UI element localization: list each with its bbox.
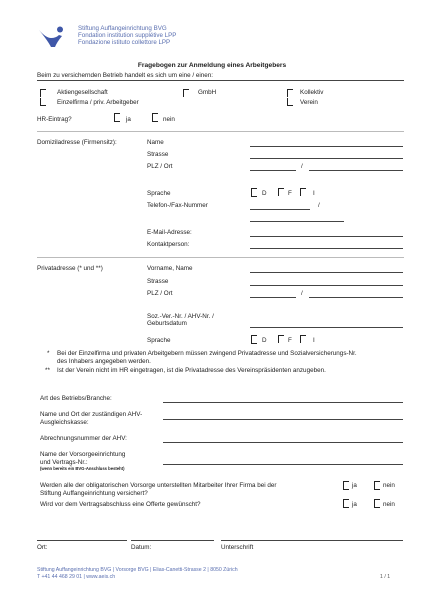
domizil-telefon-label: Telefon-/Fax-Nummer — [147, 202, 208, 209]
gmbh-checkbox[interactable] — [183, 89, 189, 97]
ort-label: Ort: — [37, 544, 48, 551]
privat-ort-field[interactable] — [309, 297, 403, 298]
page-number: 1 / 1 — [380, 574, 391, 580]
ahv-label-1: Name und Ort der zuständigen AHV- — [40, 411, 143, 418]
ag-checkbox[interactable] — [40, 89, 46, 97]
question-1-nein-label: nein — [383, 482, 395, 489]
note-2-line-1: Ist der Verein nicht im HR eingetragen, ist die Privatadresse des Vereinspräsidenten anzugeben. — [57, 367, 326, 374]
domizil-strasse-label: Strasse — [147, 151, 169, 158]
privat-sprache-i-checkbox[interactable] — [300, 335, 306, 343]
footer-line-1: Stiftung Auffangeinrichtung BVG | Vorsorge BVG | Elias-Canetti-Strasse 2 | 8050 Zürich — [37, 567, 238, 573]
domizil-kontakt-label: Kontaktperson: — [147, 241, 190, 248]
ahv-label-2: Ausgleichskasse: — [40, 419, 89, 426]
domizil-email-label: E-Mail-Adresse: — [147, 229, 192, 236]
unterschrift-field[interactable] — [221, 540, 403, 541]
datum-label: Datum: — [131, 544, 152, 551]
domizil-sprache-i-checkbox[interactable] — [300, 188, 306, 196]
type-kollektiv-label: Kollektiv — [300, 89, 324, 96]
abrechnung-field[interactable] — [163, 442, 403, 443]
privat-sprache-f-checkbox[interactable] — [278, 335, 284, 343]
question-1-nein-checkbox[interactable] — [374, 481, 380, 490]
type-gmbh-label: GmbH — [198, 89, 217, 96]
abrechnung-label: Abrechnungsnummer der AHV: — [40, 435, 127, 442]
privat-name-field[interactable] — [250, 272, 403, 273]
form-intro: Beim zu versichernden Betrieb handelt es sich um eine / einen: — [37, 72, 214, 79]
note-1-mark: * — [47, 350, 50, 357]
privat-soz-field[interactable] — [250, 327, 403, 328]
question-2-nein-label: nein — [383, 501, 395, 508]
verein-checkbox[interactable] — [287, 98, 293, 106]
type-einzelfirma-label: Einzelfirma / priv. Arbeitgeber — [57, 99, 139, 106]
note-1-line-2: des Inhabers angegeben werden. — [57, 358, 151, 365]
privat-section-title: Privatadresse (* und **) — [37, 265, 103, 272]
privat-sprache-i-label: I — [313, 337, 315, 344]
domizil-plz-field[interactable] — [250, 170, 296, 171]
unterschrift-label: Unterschrift — [221, 544, 254, 551]
domizil-telefon-slash: / — [318, 202, 320, 209]
question-1-line-1: Werden alle der obligatorischen Vorsorge unterstellten Mitarbeiter Ihrer Firma bei der — [40, 482, 277, 489]
domizil-telefon-field[interactable] — [250, 209, 310, 210]
question-2-ja-checkbox[interactable] — [343, 499, 349, 508]
domizil-email-field[interactable] — [250, 236, 403, 237]
note-1-line-1: Bei der Einzelfirma und privaten Arbeitgebern müssen zwingend Privatadresse und Sozialversicherungs-Nr. — [57, 350, 357, 357]
question-2-ja-label: ja — [352, 501, 357, 508]
logo-line-2: Fondation institution supplétive LPP — [78, 32, 177, 39]
logo-line-1: Stiftung Auffangeinrichtung BVG — [78, 25, 167, 32]
vorsorge-field[interactable] — [163, 464, 403, 465]
ort-field[interactable] — [37, 540, 127, 541]
type-verein-label: Verein — [300, 99, 318, 106]
vorsorge-label-1: Name der Vorsorgeeinrichtung — [40, 451, 126, 458]
privat-sprache-d-checkbox[interactable] — [251, 335, 257, 344]
art-betrieb-field[interactable] — [163, 402, 403, 403]
note-2-mark: ** — [45, 367, 50, 374]
question-1-line-2: Stiftung Auffangeinrichtung versichert? — [40, 490, 148, 497]
ahv-field[interactable] — [163, 419, 403, 420]
domizil-plz-slash: / — [301, 163, 303, 170]
question-2-nein-checkbox[interactable] — [374, 499, 380, 508]
question-2: Wird vor dem Vertragsabschluss eine Offerte gewünscht? — [40, 501, 201, 508]
vorsorge-label-3: (wenn bereits ein BVG-Anschluss besteht) — [40, 466, 125, 471]
domizil-sprache-d-checkbox[interactable] — [251, 188, 257, 197]
kollektiv-checkbox[interactable] — [287, 89, 293, 97]
form-title: Fragebogen zur Anmeldung eines Arbeitgebers — [137, 62, 287, 69]
question-1-ja-checkbox[interactable] — [343, 481, 349, 490]
privat-plz-label: PLZ / Ort — [147, 290, 173, 297]
domizil-sprache-f-label: F — [288, 190, 292, 197]
privat-strasse-field[interactable] — [250, 285, 403, 286]
vorsorge-label-2: und Vertrags-Nr.: — [40, 459, 88, 466]
privat-strasse-label: Strasse — [147, 278, 169, 285]
privat-sprache-f-label: F — [288, 337, 292, 344]
domizil-ort-field[interactable] — [309, 170, 403, 171]
domizil-sprache-d-label: D — [262, 190, 267, 197]
privat-sprache-label: Sprache — [147, 337, 171, 344]
domizil-sprache-f-checkbox[interactable] — [278, 188, 284, 196]
privat-plz-field[interactable] — [250, 297, 296, 298]
hr-ja-checkbox[interactable] — [114, 113, 120, 122]
hr-ja-label: ja — [126, 116, 131, 123]
privat-soz-label-1: Soz.-Ver.-Nr. / AHV-Nr. / — [147, 313, 214, 320]
footer-line-2: T +41 44 468 29 01 | www.aeis.ch — [37, 574, 116, 580]
privat-sprache-d-label: D — [262, 337, 267, 344]
hr-nein-label: nein — [163, 116, 175, 123]
hr-nein-checkbox[interactable] — [152, 113, 158, 122]
domizil-sprache-i-label: I — [313, 190, 315, 197]
domizil-section-title: Domiziladresse (Firmensitz): — [37, 139, 117, 146]
art-betrieb-label: Art des Betriebs/Branche: — [40, 395, 112, 402]
domizil-name-label: Name — [147, 139, 164, 146]
person-figure-icon — [38, 26, 72, 48]
domizil-name-field[interactable] — [250, 146, 403, 147]
type-ag-label: Aktiengesellschaft — [57, 89, 108, 96]
question-1-ja-label: ja — [352, 482, 357, 489]
logo-line-3: Fondazione istituto collettore LPP — [78, 39, 171, 46]
privat-soz-label-2: Geburtsdatum — [147, 320, 187, 327]
domizil-strasse-field[interactable] — [250, 158, 403, 159]
hr-label: HR-Eintrag? — [37, 116, 72, 123]
privat-plz-slash: / — [301, 290, 303, 297]
domizil-fax-field[interactable] — [250, 221, 344, 222]
einzelfirma-checkbox[interactable] — [40, 98, 46, 106]
domizil-kontakt-field[interactable] — [250, 248, 403, 249]
datum-field[interactable] — [131, 540, 214, 541]
privat-name-label: Vorname, Name — [147, 265, 193, 272]
domizil-plz-label: PLZ / Ort — [147, 163, 173, 170]
domizil-sprache-label: Sprache — [147, 190, 171, 197]
